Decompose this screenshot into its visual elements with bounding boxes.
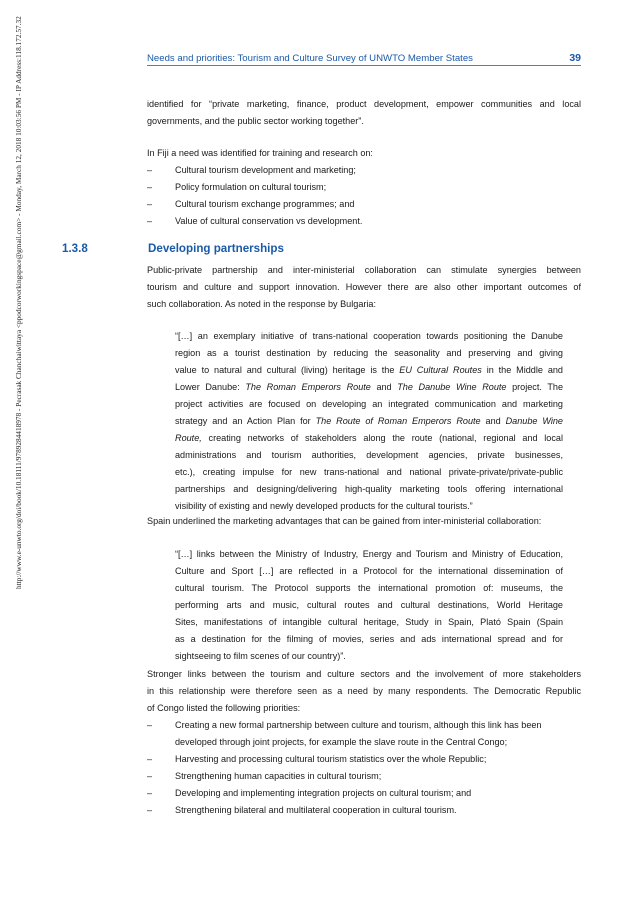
text-line: etc.), creating impulse for new trans-national and national private-private/private-public — [175, 467, 563, 477]
text-line: performing arts and music, cultural routes and cultural destinations, World Heritage — [175, 600, 563, 610]
text-line: visibility of existing and newly developed products for the cultural tourists.” — [175, 501, 473, 511]
text-line: region as a tourist destination by reducing the seasonality and preserving and giving — [175, 348, 563, 358]
intro-paragraph — [147, 96, 581, 130]
dash-bullet: – — [147, 182, 153, 192]
running-title: Needs and priorities: Tourism and Culture Survey of UNWTO Member States — [147, 53, 473, 64]
list-item-text: Strengthening bilateral and multilateral cooperation in cultural tourism. — [175, 805, 457, 815]
text-line: administrations and tourism authorities, development agencies, private businesses, — [175, 450, 563, 460]
dash-bullet: – — [147, 165, 153, 175]
page-number: 39 — [569, 52, 581, 64]
text-line: sightseeing to film scenes of our country)”. — [175, 651, 346, 661]
section-number: 1.3.8 — [62, 242, 88, 255]
text-line: “[…] an exemplary initiative of trans-national cooperation towards positioning the Danube — [175, 331, 563, 341]
dash-bullet: – — [147, 199, 153, 209]
list-item — [147, 179, 581, 196]
list-item — [147, 213, 581, 230]
download-watermark: http://www.e-unwto.org/doi/book/10.18111/9789284418978 - Pecrasak Chanchaiwittaya <ppodcorworkingspace@gmail.com> - Monday, March 12, 2018 10:03:56 PM - IP Address:118.172.57.32 — [14, 16, 23, 589]
list-item — [147, 768, 581, 785]
list-item-text: Cultural tourism development and marketing; — [175, 165, 356, 175]
list-item — [147, 717, 581, 751]
text-line: Public-private partnership and inter-ministerial collaboration can stimulate synergies between — [147, 265, 581, 275]
text-line: Route, creating networks of stakeholders along the route (national, regional and local — [175, 433, 563, 443]
text-line: In Fiji a need was identified for training and research on: — [147, 148, 373, 158]
text-line: Lower Danube: The Roman Emperors Route and The Danube Wine Route project. The — [175, 382, 563, 392]
list-item-text: Strengthening human capacities in cultural tourism; — [175, 771, 382, 781]
dash-bullet: – — [147, 720, 153, 730]
text-line: project activities are focused on developing an integrated communication and marketing — [175, 399, 563, 409]
dash-bullet: – — [147, 216, 153, 226]
italic-title: The Roman Emperors Route — [245, 382, 371, 392]
list-item-text: Developing and implementing integration projects on cultural tourism; and — [175, 788, 472, 798]
list-item — [147, 162, 581, 179]
list-item — [147, 751, 581, 768]
bulgaria-quote — [175, 328, 563, 515]
text-line: partnerships and designing/delivering high-quality marketing tools offering international — [175, 484, 563, 494]
header-rule — [147, 65, 581, 66]
list-item-text: Harvesting and processing cultural tourism statistics over the whole Republic; — [175, 754, 487, 764]
spain-lead — [147, 513, 581, 530]
italic-title: Route, — [175, 433, 202, 443]
dash-bullet: – — [147, 788, 153, 798]
italic-title: The Danube Wine Route — [397, 382, 507, 392]
congo-list — [147, 717, 581, 819]
section-title: Developing partnerships — [148, 242, 284, 255]
text-line: as a destination for the filming of movies, series and ads international spread and for — [175, 634, 563, 644]
italic-title: The Route of Roman Emperors Route — [315, 416, 481, 426]
list-item — [147, 196, 581, 213]
text-line: Sites, manifestations of intangible cultural heritage, Study in Spain, Plató Spain (Spain — [175, 617, 563, 627]
list-item-text: Creating a new formal partnership between culture and tourism, although this link has been developed through joint projects, for example the slave route in the Central Congo; — [175, 720, 542, 747]
fiji-list — [147, 162, 581, 230]
partnership-paragraph — [147, 262, 581, 313]
text-line: governments, and the public sector working together”. — [147, 116, 364, 126]
text-line: identified for “private marketing, finance, product development, empower communities and local — [147, 99, 581, 109]
spain-quote — [175, 546, 563, 665]
text-line: in this relationship were therefore seen as a need by many respondents. The Democratic Republic — [147, 686, 581, 696]
list-item-text: Cultural tourism exchange programmes; and — [175, 199, 355, 209]
text-line: Culture and Sport […] are reflected in a Protocol for the international dissemination of — [175, 566, 563, 576]
list-item — [147, 802, 581, 819]
text-line: strategy and an Action Plan for The Route of Roman Emperors Route and Danube Wine — [175, 416, 563, 426]
text-line: Stronger links between the tourism and culture sectors and the involvement of more stakeholders — [147, 669, 581, 679]
list-item-text: Policy formulation on cultural tourism; — [175, 182, 327, 192]
text-line: cultural tourism. The Protocol supports the international promotion of: museums, the — [175, 583, 563, 593]
text-line: such collaboration. As noted in the response by Bulgaria: — [147, 299, 377, 309]
list-item — [147, 785, 581, 802]
dash-bullet: – — [147, 771, 153, 781]
text-line: of Congo listed the following priorities: — [147, 703, 301, 713]
text-line: Spain underlined the marketing advantages that can be gained from inter-ministerial collaboration: — [147, 516, 542, 526]
italic-title: EU Cultural Routes — [399, 365, 482, 375]
list-item-text: Value of cultural conservation vs development. — [175, 216, 363, 226]
section-heading — [62, 242, 284, 255]
italic-title: Danube Wine — [505, 416, 563, 426]
fiji-lead — [147, 145, 581, 162]
running-header — [147, 52, 581, 64]
dash-bullet: – — [147, 805, 153, 815]
text-line: value to natural and cultural (living) heritage is the EU Cultural Routes in the Middle and — [175, 365, 563, 375]
congo-paragraph — [147, 666, 581, 717]
text-line: tourism and culture and support innovation. However there are also other important outcomes of — [147, 282, 581, 292]
dash-bullet: – — [147, 754, 153, 764]
text-line: “[…] links between the Ministry of Industry, Energy and Tourism and Ministry of Education, — [175, 549, 563, 559]
